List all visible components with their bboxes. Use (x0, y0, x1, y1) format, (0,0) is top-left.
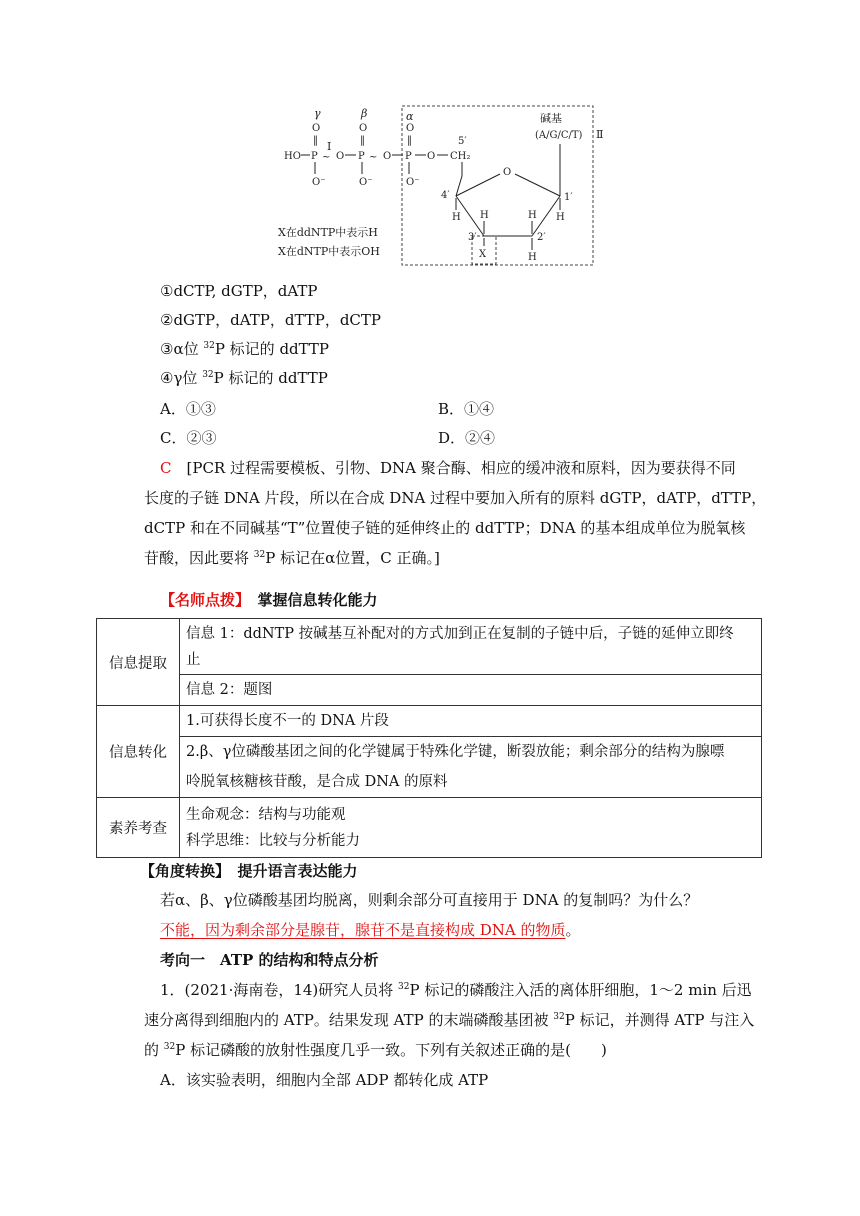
note-dntp: X在dNTP中表示OH (278, 245, 380, 258)
info-1-cell: 信息 1：ddNTP 按碱基互补配对的方式加到正在复制的子链中后，子链的延伸立即终 止 (180, 619, 762, 675)
base-options: (A/G/C/T) (535, 130, 583, 141)
question-1-line-1: 1．(2021·海南卷，14)研究人员将 $^{32}$P 标记的磷酸注入活的离体肝细胞，1～2 min 后迅 (160, 981, 752, 999)
gamma-o-minus: O⁻ (312, 177, 326, 188)
beta-oxygen: O (359, 123, 368, 134)
bridge-oxygen-1: O (336, 151, 345, 162)
info-2-cell: 信息 2：题图 (180, 675, 762, 706)
beta-o-minus: O⁻ (359, 177, 373, 188)
item-2: ②dGTP，dATP，dTTP，dCTP (160, 311, 382, 329)
ester-oxygen: O (427, 151, 436, 162)
gamma-label: γ (314, 107, 321, 120)
answer-line-4: 苷酸，因此要将 $^{32}$P 标记在α位置，C 正确。] (144, 549, 440, 567)
option-a: A．①③ (160, 400, 216, 418)
answer-letter: C (160, 459, 172, 477)
base-label: 碱基 (540, 112, 562, 125)
gamma-oxygen: O (312, 123, 321, 134)
tilde-bond-1: ~ (322, 152, 331, 163)
note-ddntp: X在ddNTP中表示H (278, 226, 378, 239)
bridge-oxygen-2: O (383, 151, 392, 162)
table-row (97, 737, 762, 798)
question-1-line-3: 的 $^{32}$P 标记磷酸的放射性强度几乎一致。下列有关叙述正确的是( ) (144, 1041, 607, 1059)
angle-heading (140, 860, 358, 881)
transform-2-cell: 2.β、γ位磷酸基团之间的化学键属于特殊化学键，断裂放能；剩余部分的结构为腺嘌 呤脱氧核糖核苷酸，是合成 DNA 的原料 (180, 737, 762, 798)
carbon-5-label: 5′ (458, 136, 467, 147)
table-row (97, 706, 762, 737)
option-d: D．②④ (438, 429, 496, 447)
c4-hydrogen: H (452, 212, 461, 223)
x-substituent: X (479, 249, 487, 260)
angle-answer: 不能，因为剩余部分是腺苷，腺苷不是直接构成 DNA 的物质。 (160, 921, 581, 939)
row-label-transform: 信息转化 (97, 706, 180, 798)
c2-bottom-hydrogen: H (528, 252, 537, 263)
beta-phosphorus: P (358, 151, 365, 162)
c1-hydrogen: H (556, 212, 565, 223)
alpha-oxygen: O (406, 123, 415, 134)
angle-title: 提升语言表达能力 (237, 862, 358, 880)
gamma-phosphorus: P (311, 151, 318, 162)
row-label-literacy: 素养考查 (97, 798, 180, 858)
item-3: ③α位 $^{32}$P 标记的 ddTTP (160, 340, 330, 358)
alpha-phosphorus: P (405, 151, 412, 162)
carbon-3-label: 3′ (468, 232, 477, 243)
c3-hydrogen: H (480, 210, 489, 221)
dntp-structure-diagram (270, 100, 610, 270)
roman-one-label: Ⅰ (327, 140, 332, 153)
tip-tag: 【名师点拨】 (160, 591, 243, 609)
literacy-cell: 生命观念：结构与功能观 科学思维：比较与分析能力 (180, 798, 762, 858)
table-row (97, 619, 762, 675)
roman-two-label: Ⅱ (596, 128, 604, 141)
table-row (97, 798, 762, 858)
info-table (96, 618, 762, 858)
transform-1-cell: 1.可获得长度不一的 DNA 片段 (180, 706, 762, 737)
carbon-4-label: 4′ (441, 190, 450, 201)
ring-oxygen: O (503, 167, 512, 178)
c2-top-hydrogen: H (528, 210, 537, 221)
tilde-bond-2: ~ (369, 152, 378, 163)
alpha-o-minus: O⁻ (406, 177, 420, 188)
ch2-group: CH₂ (450, 151, 471, 162)
question-1-line-2: 速分离得到细胞内的 ATP。结果发现 ATP 的末端磷酸基团被 $^{32}$P 标记，并测得 ATP 与注入 (144, 1011, 755, 1029)
beta-double-bond: ‖ (360, 135, 365, 146)
answer-line-3: dCTP 和在不同碱基“T”位置使子链的延伸终止的 ddTTP；DNA 的基本组成单位为脱氧核 (144, 519, 746, 537)
alpha-label: α (406, 110, 414, 123)
hydroxyl-group: HO (284, 151, 301, 162)
section-title: 考向一 ATP 的结构和特点分析 (160, 951, 379, 969)
tip-title: 掌握信息转化能力 (257, 591, 378, 609)
angle-question: 若α、β、γ位磷酸基团均脱离，则剩余部分可直接用于 DNA 的复制吗？为什么？ (160, 891, 699, 909)
item-1: ①dCTP, dGTP，dATP (160, 282, 318, 300)
angle-tag: 【角度转换】 (140, 862, 223, 880)
option-b: B．①④ (438, 400, 495, 418)
question-1-option-a: A．该实验表明，细胞内全部 ADP 都转化成 ATP (160, 1071, 489, 1089)
option-c: C．②③ (160, 429, 217, 447)
answer-line-2: 长度的子链 DNA 片段，所以在合成 DNA 过程中要加入所有的原料 dGTP，dATP，dTTP， (144, 489, 767, 507)
tip-heading (160, 589, 378, 610)
carbon-1-label: 1′ (564, 192, 573, 203)
carbon-2-label: 2′ (537, 232, 546, 243)
gamma-double-bond: ‖ (313, 135, 318, 146)
beta-label: β (361, 107, 368, 120)
alpha-double-bond: ‖ (407, 135, 412, 146)
answer-line-1: C [PCR 过程需要模板、引物、DNA 聚合酶、相应的缓冲液和原料，因为要获得不同 (160, 459, 736, 477)
table-row (97, 675, 762, 706)
row-label-extract: 信息提取 (97, 619, 180, 706)
item-4: ④γ位 $^{32}$P 标记的 ddTTP (160, 369, 328, 387)
